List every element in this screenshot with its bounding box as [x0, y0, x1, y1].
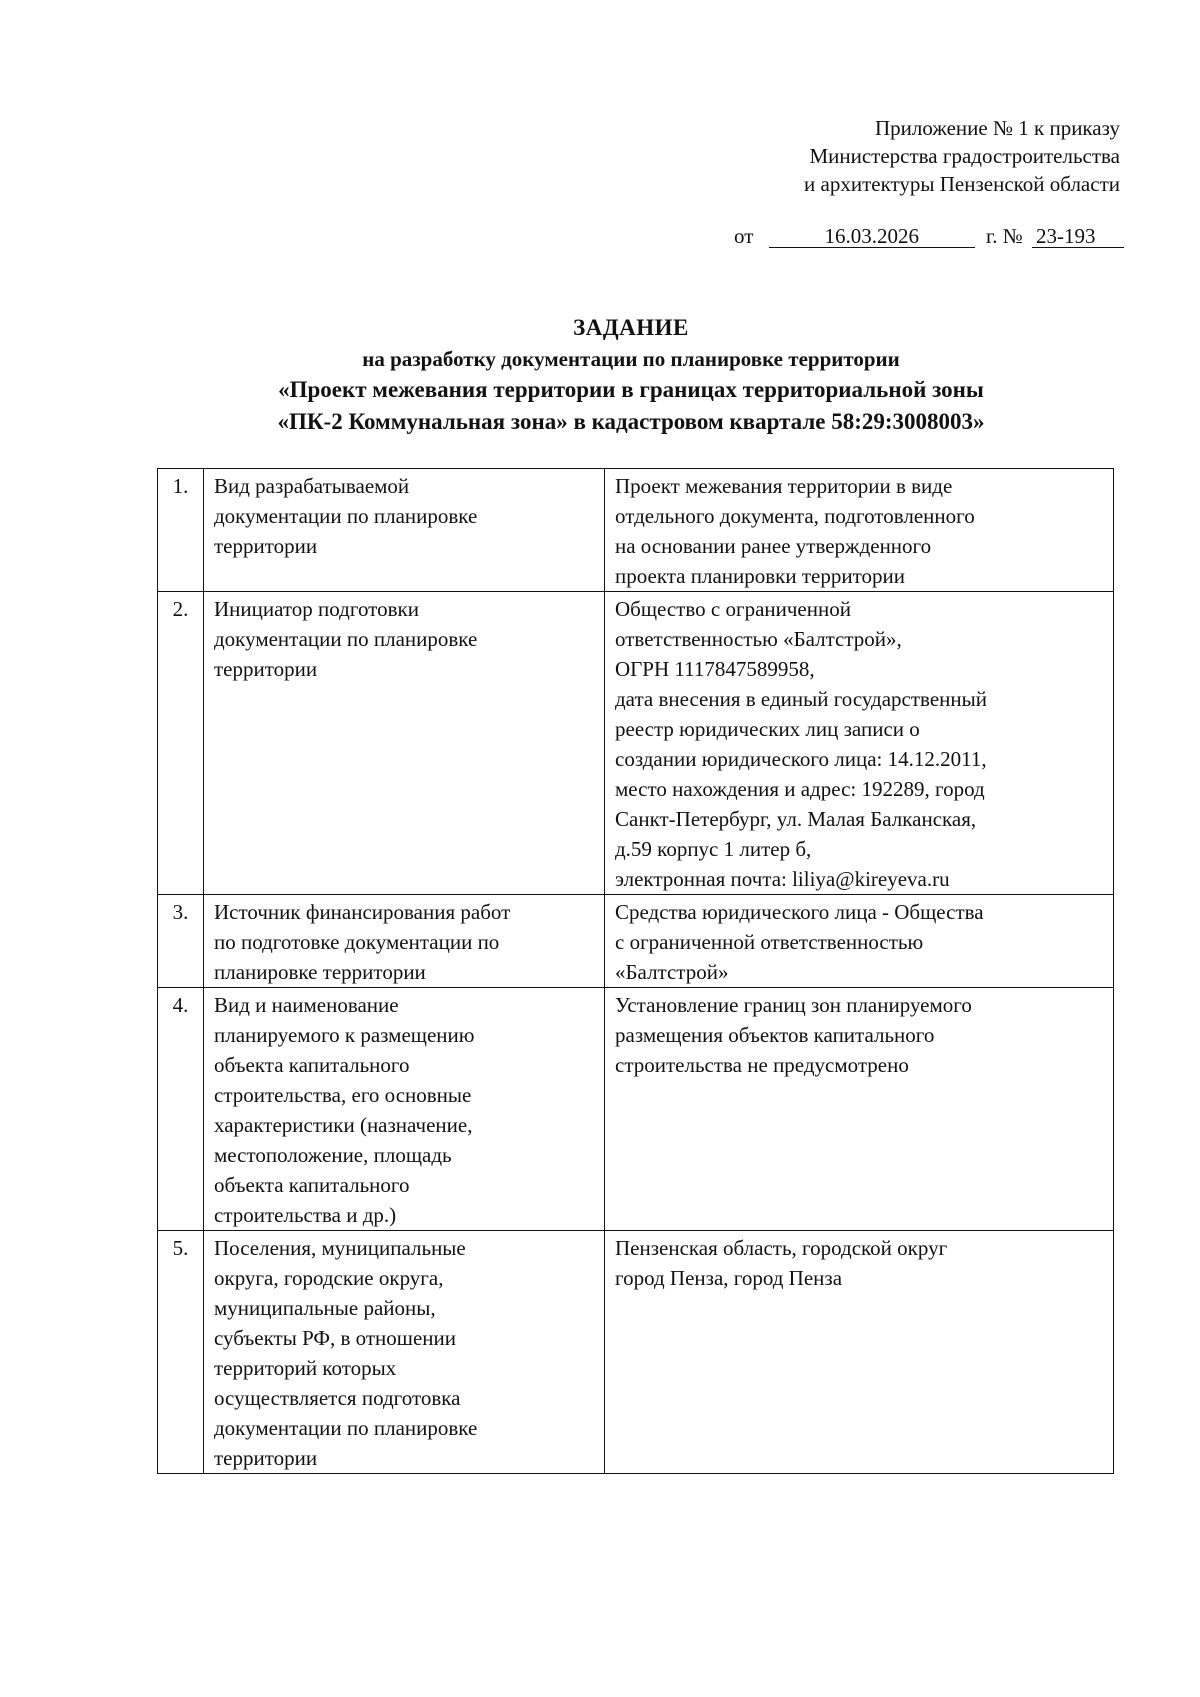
row-number: 4. [158, 988, 204, 1231]
appendix-line-1: Приложение № 1 к приказу [875, 116, 1120, 140]
table-row [158, 895, 1114, 988]
row-label: Поселения, муниципальные округа, городские округа, муниципальные районы, субъекты РФ, в отношении территорий которых осуществляется подготовка документации по планировке территории [204, 1231, 605, 1474]
table-row [158, 469, 1114, 592]
row-label: Инициатор подготовки документации по планировке территории [204, 592, 605, 895]
table-row [158, 592, 1114, 895]
title-project-line-1: «Проект межевания территории в границах территориальной зоны [278, 377, 984, 402]
appendix-header [600, 114, 1120, 198]
row-value: Установление границ зон планируемого размещения объектов капитального строительства не предусмотрено [605, 988, 1114, 1231]
table-row [158, 988, 1114, 1231]
appendix-line-3: и архитектуры Пензенской области [804, 172, 1120, 196]
row-number: 5. [158, 1231, 204, 1474]
row-number: 3. [158, 895, 204, 988]
order-date: 16.03.2026 [769, 225, 975, 248]
row-label: Вид и наименование планируемого к размещению объекта капитального строительства, его основные характеристики (назначение, местоположение, площадь объекта капитального строительства и др.) [204, 988, 605, 1231]
row-value: Средства юридического лица - Общества с ограниченной ответственностью «Балтстрой» [605, 895, 1114, 988]
row-number: 2. [158, 592, 204, 895]
row-label: Источник финансирования работ по подготовке документации по планировке территории [204, 895, 605, 988]
table-row [158, 1231, 1114, 1474]
row-value: Пензенская область, городской округ город Пенза, город Пенза [605, 1231, 1114, 1474]
document-title [150, 312, 1112, 438]
title-subheading: на разработку документации по планировке территории [362, 347, 900, 371]
appendix-line-2: Министерства градостроительства [809, 144, 1120, 168]
order-number: 23-193 [1032, 225, 1124, 248]
title-heading: ЗАДАНИЕ [573, 315, 689, 340]
order-year-label: г. [985, 224, 998, 248]
task-table [157, 468, 1114, 1474]
title-project-line-2: «ПК-2 Коммунальная зона» в кадастровом квартале 58:29:3008003» [277, 409, 985, 434]
row-label: Вид разрабатываемой документации по планировке территории [204, 469, 605, 592]
row-value: Проект межевания территории в виде отдельного документа, подготовленного на основании ранее утвержденного проекта планировки территории [605, 469, 1114, 592]
order-reference [734, 222, 1124, 250]
order-from-label: от [734, 224, 754, 248]
order-number-label: № [1002, 224, 1023, 248]
row-number: 1. [158, 469, 204, 592]
row-value: Общество с ограниченной ответственностью «Балтстрой», ОГРН 1117847589958, дата внесения в единый государственный реестр юридических лиц записи о создании юридического лица: 14.12.2011, место нахождения и адрес: 192289, город Санкт-Петербург, ул. Малая Балканская, д.59 корпус 1 литер б, электронная почта: liliya@kireyeva.ru [605, 592, 1114, 895]
